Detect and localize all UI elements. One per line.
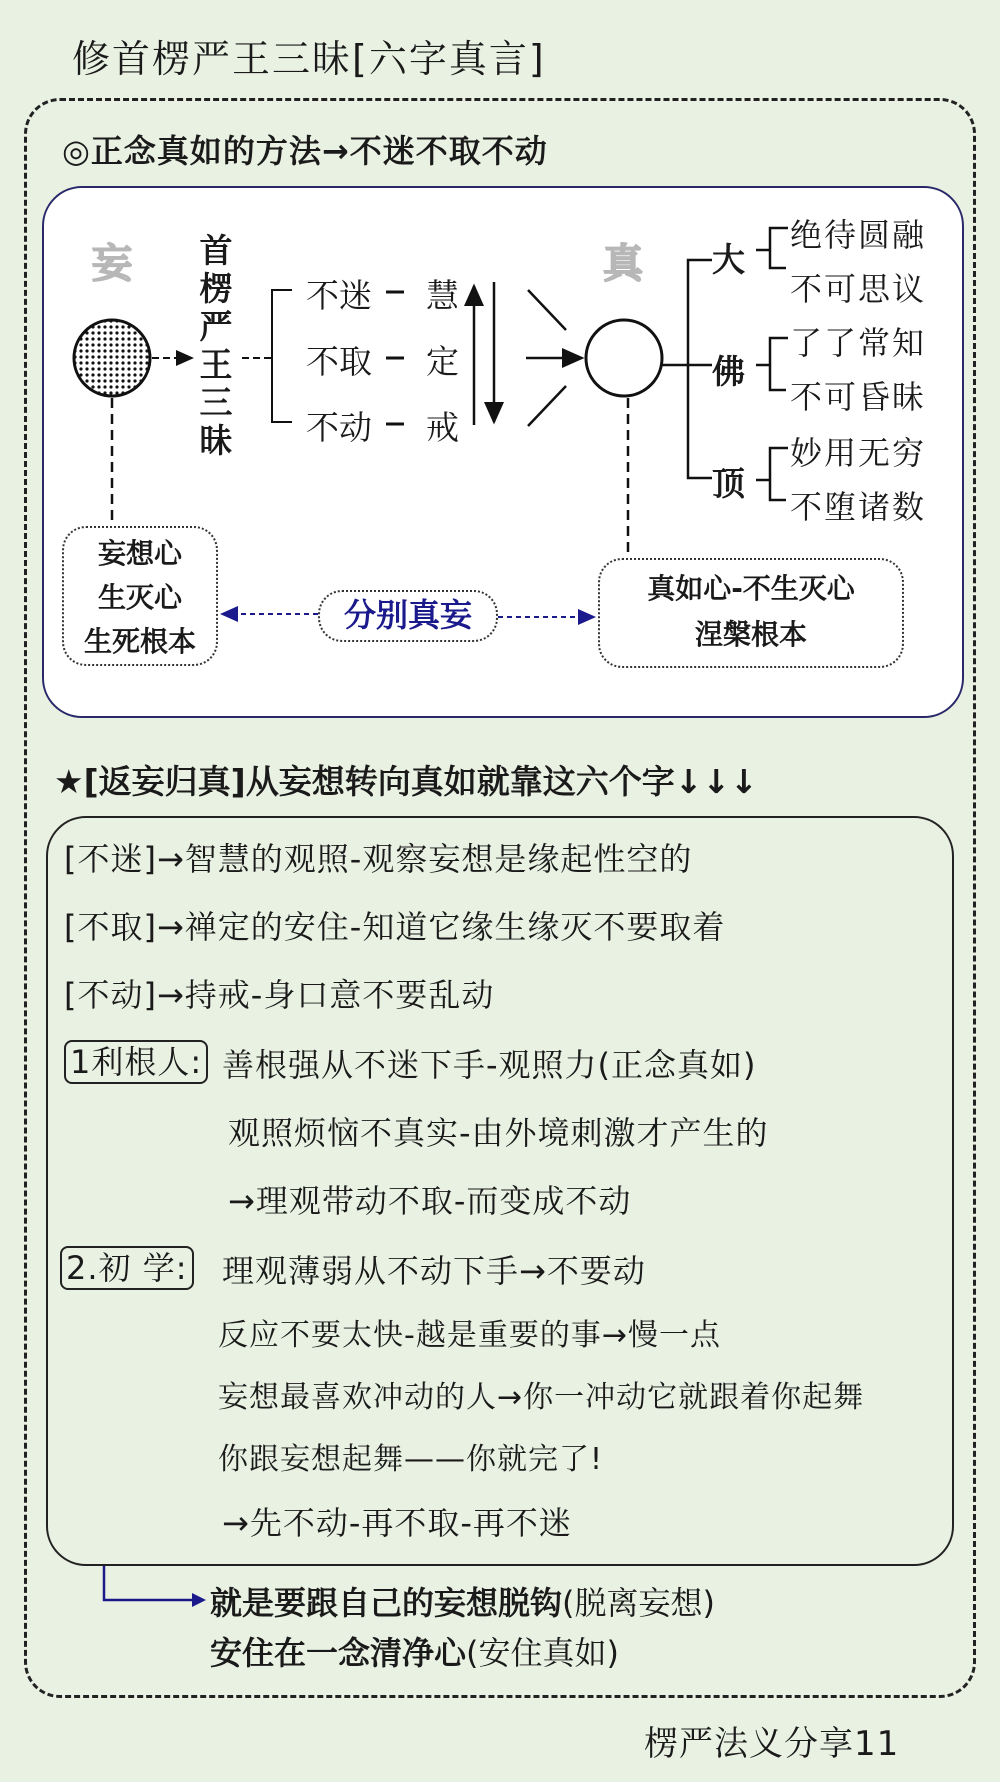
vtitle-char: 首 (199, 231, 233, 270)
pair-left-3: 不动 (306, 408, 372, 447)
pair-right-1: 慧 (426, 276, 459, 315)
branch-char-da: 大 (712, 240, 745, 279)
line-react: 反应不要太快-越是重要的事→慢一点 (218, 1318, 721, 1353)
vtitle-char: 三 (199, 383, 233, 422)
section2-heading: ★[返妄归真]从妄想转向真如就靠这六个字↓↓↓ (54, 762, 758, 801)
branch-item: 妙用无穷 (790, 434, 927, 472)
box-line: 涅槃根本 (694, 618, 807, 651)
conclusion-2-paren: (安住真如) (466, 1634, 619, 1672)
box-line: 生灭心 (97, 581, 182, 614)
conclusion-2-main: 安住在一念清净心 (210, 1634, 467, 1672)
box-line: 真如心-不生灭心 (647, 572, 855, 605)
tag-sharp-root: 1利根人: (64, 1040, 208, 1084)
page-title: 修首楞严王三昧[六字真言] (72, 37, 546, 81)
vtitle-char: 王 (199, 345, 233, 384)
vtitle-char: 昧 (199, 421, 233, 460)
line-budong: [不动]→持戒-身口意不要乱动 (64, 976, 495, 1014)
line-lead: →理观带动不取-而变成不动 (228, 1182, 632, 1220)
branch-item: 绝待圆融 (790, 216, 927, 254)
ghost-char-truth: 真 (603, 241, 643, 287)
ghost-char-delusion: 妄 (92, 241, 132, 287)
conclusion-line-1 (210, 1578, 715, 1624)
branch-item: 不堕诸数 (790, 488, 927, 526)
conclusion-line-2 (210, 1628, 619, 1674)
section1-heading: ◎正念真如的方法→不迷不取不动 (62, 132, 548, 170)
pair-left-1: 不迷 (306, 276, 372, 315)
pair-right-3: 戒 (426, 408, 459, 447)
branch-item: 了了常知 (790, 324, 927, 362)
line-impulse: 妄想最喜欢冲动的人→你一冲动它就跟着你起舞 (218, 1380, 865, 1415)
conclusion-1-paren: (脱离妄想) (562, 1584, 715, 1622)
vtitle-char: 楞 (199, 269, 233, 308)
branch-item: 不可思议 (790, 270, 927, 308)
line-dance: 你跟妄想起舞——你就完了! (218, 1442, 604, 1477)
branch-char-ding: 顶 (712, 464, 745, 503)
conclusion-1-main: 就是要跟自己的妄想脱钩 (210, 1584, 563, 1622)
line-sharp-root: 善根强从不迷下手-观照力(正念真如) (222, 1046, 757, 1084)
branch-char-fo: 佛 (712, 352, 745, 391)
box-line: 生死根本 (83, 625, 196, 658)
line-observe: 观照烦恼不真实-由外境刺激才产生的 (228, 1114, 769, 1152)
pair-left-2: 不取 (306, 342, 372, 381)
vtitle-char: 严 (199, 307, 233, 346)
line-beginner: 理观薄弱从不动下手→不要动 (222, 1252, 646, 1290)
line-bumi: [不迷]→智慧的观照-观察妄想是缘起性空的 (64, 840, 693, 878)
box-line: 妄想心 (97, 537, 182, 570)
distinguish-label: 分别真妄 (318, 590, 498, 642)
tag-beginner: 2.初 学: (60, 1246, 194, 1290)
line-order: →先不动-再不取-再不迷 (222, 1504, 572, 1542)
branch-item: 不可昏昧 (790, 378, 927, 416)
line-buqu: [不取]→禅定的安住-知道它缘生缘灭不要取着 (64, 908, 726, 946)
pair-right-2: 定 (426, 342, 459, 381)
footer-series-label: 楞严法义分享11 (644, 1724, 900, 1764)
